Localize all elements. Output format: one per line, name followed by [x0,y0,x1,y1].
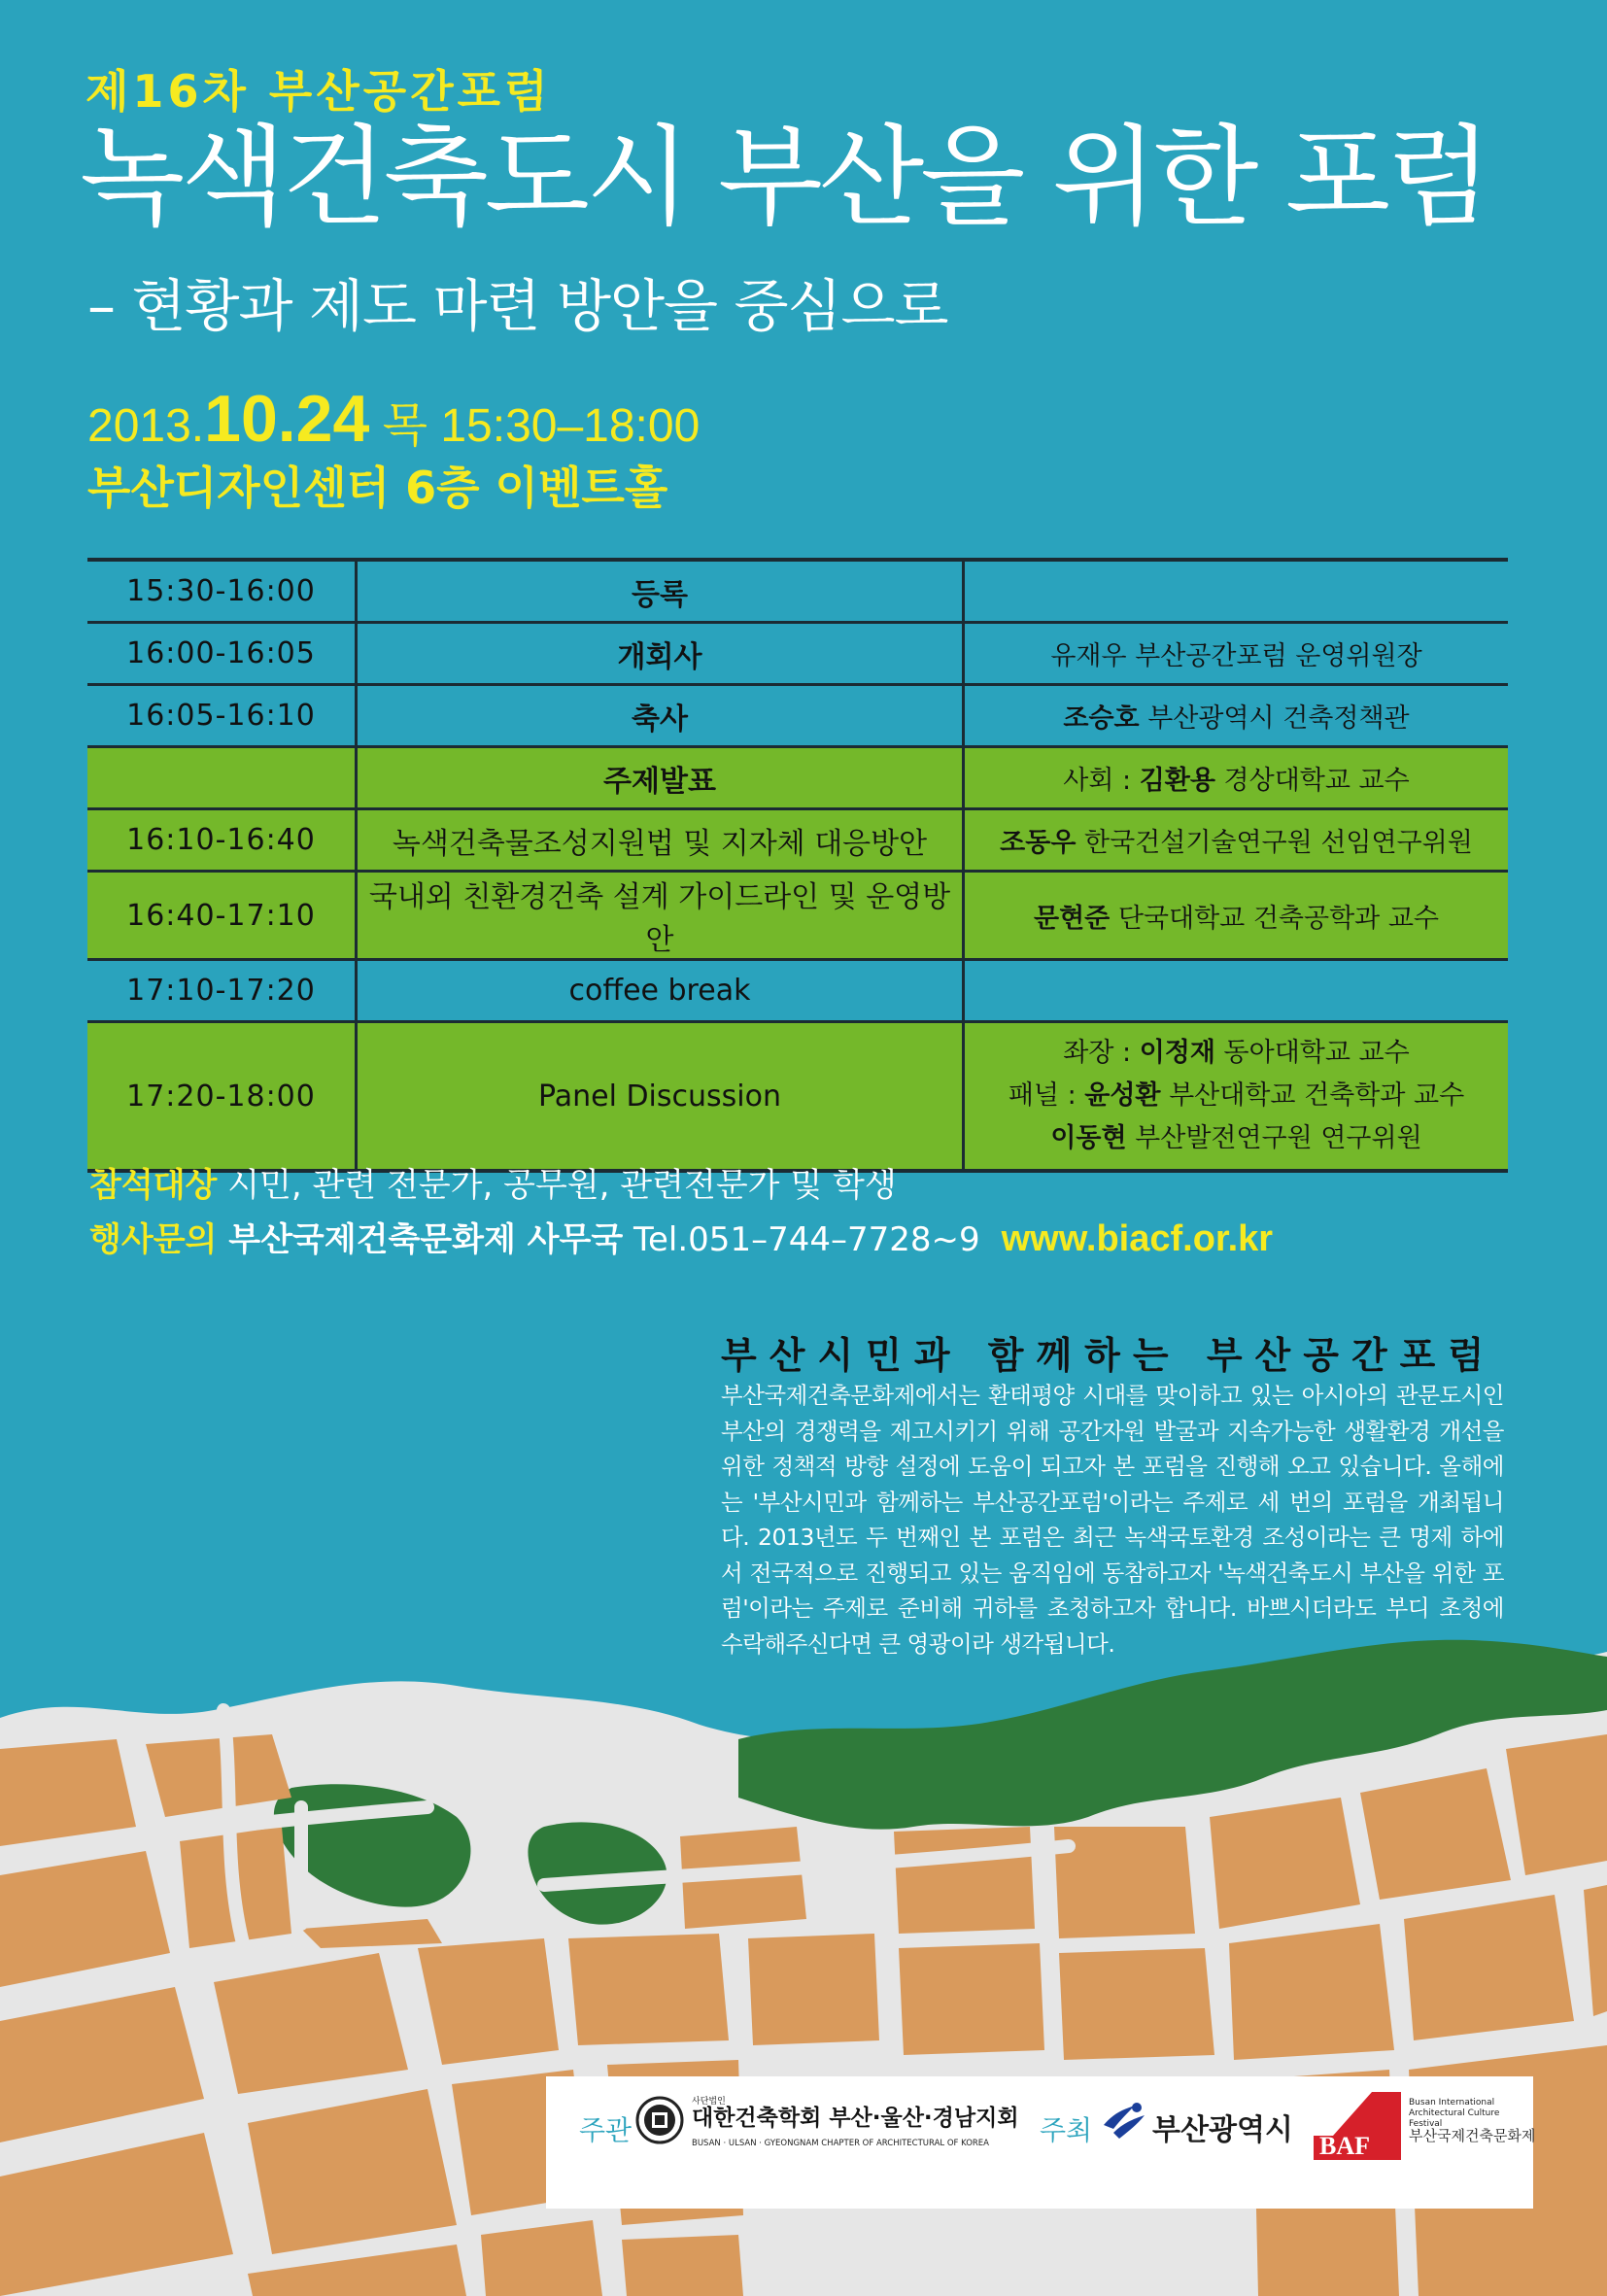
row-time: 17:10-17:20 [87,960,357,1022]
host-label: 주관 [579,2114,633,2146]
forum-label: 제16차 부산공간포럼 [85,65,552,118]
contact-info [89,1213,1273,1260]
row-speaker [964,1022,1509,1172]
speaker-desc: 한국건설기술연구원 선임연구위원 [1076,828,1473,858]
intro-heading: 부산시민과 함께하는 부산공간포럼 [721,1334,1497,1377]
speaker-desc: 동아대학교 교수 [1214,1038,1410,1068]
speaker-name: 윤성환 [1084,1080,1161,1111]
speaker-name: 김환용 [1139,766,1215,796]
row-time: 15:30-16:00 [87,560,357,623]
row-item: 주제발표 [357,747,964,809]
row-speaker [964,809,1509,872]
attendee-info [89,1158,897,1206]
speaker-name: 이동현 [1050,1123,1127,1153]
row-speaker [964,685,1509,747]
baf-mark-text: BAF [1319,2132,1370,2160]
host-name: 대한건축학회 부산·울산·경남지회 [692,2106,1019,2131]
row-time [87,747,357,809]
table-row [87,1022,1508,1172]
baf-english-name: Busan International Architectural Culture Festival [1409,2098,1500,2129]
baf-logo-icon [1314,2092,1401,2160]
table-row [87,747,1508,809]
speaker-name: 조승호 [1063,703,1140,734]
row-item: 녹색건축물조성지원법 및 지자체 대응방안 [357,809,964,872]
speaker-desc: 부산대학교 건축학과 교수 [1160,1080,1465,1111]
row-item: 개회사 [357,623,964,685]
attendee-label: 참석대상 [89,1166,218,1205]
speaker-desc: 경상대학교 교수 [1214,766,1410,796]
row-speaker [964,623,1509,685]
speaker-desc: 부산발전연구원 연구위원 [1126,1123,1422,1153]
speaker-name: 문현준 [1034,903,1111,934]
row-item: Panel Discussion [357,1022,964,1172]
date-year: 2013. [87,400,205,452]
table-row [87,872,1508,960]
speaker-desc: 부산광역시 건축정책관 [1139,703,1410,734]
attendee-value: 시민, 관련 전문가, 공무원, 관련전문가 및 학생 [217,1166,897,1205]
event-date [87,381,700,457]
page-subtitle: – 현황과 제도 마련 방안을 중심으로 [87,273,948,339]
organizer-name: 부산광역시 [1152,2113,1293,2147]
speaker-desc: 부산공간포럼 운영위원장 [1126,641,1422,671]
website-link[interactable]: www.biacf.or.kr [1001,1218,1274,1259]
host-small-label: 사단법인 [692,2097,726,2107]
sponsor-bar [546,2076,1536,2209]
row-item: 등록 [357,560,964,623]
organizer-label: 주최 [1040,2114,1093,2146]
contact-label: 행사문의 [89,1220,218,1259]
host-english-name: BUSAN · ULSAN · GYEONGNAM CHAPTER OF ARCHITECTURAL OF KOREA [692,2139,989,2148]
contact-org: 부산국제건축문화제 사무국 [217,1220,624,1259]
page-title: 녹색건축도시 부산을 위한 포럼 [80,115,1488,241]
row-time: 16:05-16:10 [87,685,357,747]
speaker-name: 유재우 [1050,641,1127,671]
table-row [87,809,1508,872]
date-time: 목 15:30–18:00 [369,400,701,452]
intro-body: 부산국제건축문화제에서는 환태평양 시대를 맞이하고 있는 아시아의 관문도시인 부산의 경쟁력을 제고시키기 위해 공간자원 발굴과 지속가능한 생활환경 개선을 위한 정책적 방향 설정에 도움이 되고자 본 포럼을 진행해 오고 있습니다. 올해에는 '부산시민과 함께하는 부산공간포럼'이라는 주제로 세 번의 포럼을 개최됩니다. 2013년도 두 번째인 본 포럼은 최근 녹색국토환경 조성이라는 큰 명제 하에서 전국적으로 진행되고 있는 움직임에 동참하고자 '녹색건축도시 부산을 위한 포럼'이라는 주제로 준비해 귀하를 초청하고자 합니다. 바쁘시더라도 부디 초청에 수락해주신다면 큰 영광이라 생각됩니다. [721,1382,1504,1658]
table-row [87,623,1508,685]
table-row [87,960,1508,1022]
panel-chair [965,1032,1508,1075]
table-row [87,560,1508,623]
contact-tel: Tel.051–744–7728~9 [623,1220,980,1259]
row-speaker [964,560,1509,623]
row-time: 16:00-16:05 [87,623,357,685]
kia-emblem-icon [635,2096,684,2144]
panel-member [965,1075,1508,1117]
table-row [87,685,1508,747]
speaker-name: 이정재 [1139,1038,1215,1068]
row-item: 국내외 친환경건축 설계 가이드라인 및 운영방안 [357,872,964,960]
speaker-role: 사회 : [1063,766,1140,796]
speaker-desc: 단국대학교 건축공학과 교수 [1110,903,1439,934]
baf-korean-name: 부산국제건축문화제 [1409,2127,1536,2144]
row-time: 17:20-18:00 [87,1022,357,1172]
row-speaker [964,960,1509,1022]
event-venue: 부산디자인센터 6층 이벤트홀 [87,462,668,514]
row-item: coffee break [357,960,964,1022]
row-item: 축사 [357,685,964,747]
row-speaker [964,747,1509,809]
row-time: 16:10-16:40 [87,809,357,872]
speaker-role: 패널 : [1008,1080,1085,1111]
row-speaker [964,872,1509,960]
date-day: 10.24 [204,382,370,456]
panel-member [965,1117,1508,1160]
schedule-table [87,558,1508,1173]
busan-logo-icon [1100,2100,1148,2142]
row-time: 16:40-17:10 [87,872,357,960]
speaker-name: 조동우 [1000,828,1077,858]
speaker-role: 좌장 : [1063,1038,1140,1068]
